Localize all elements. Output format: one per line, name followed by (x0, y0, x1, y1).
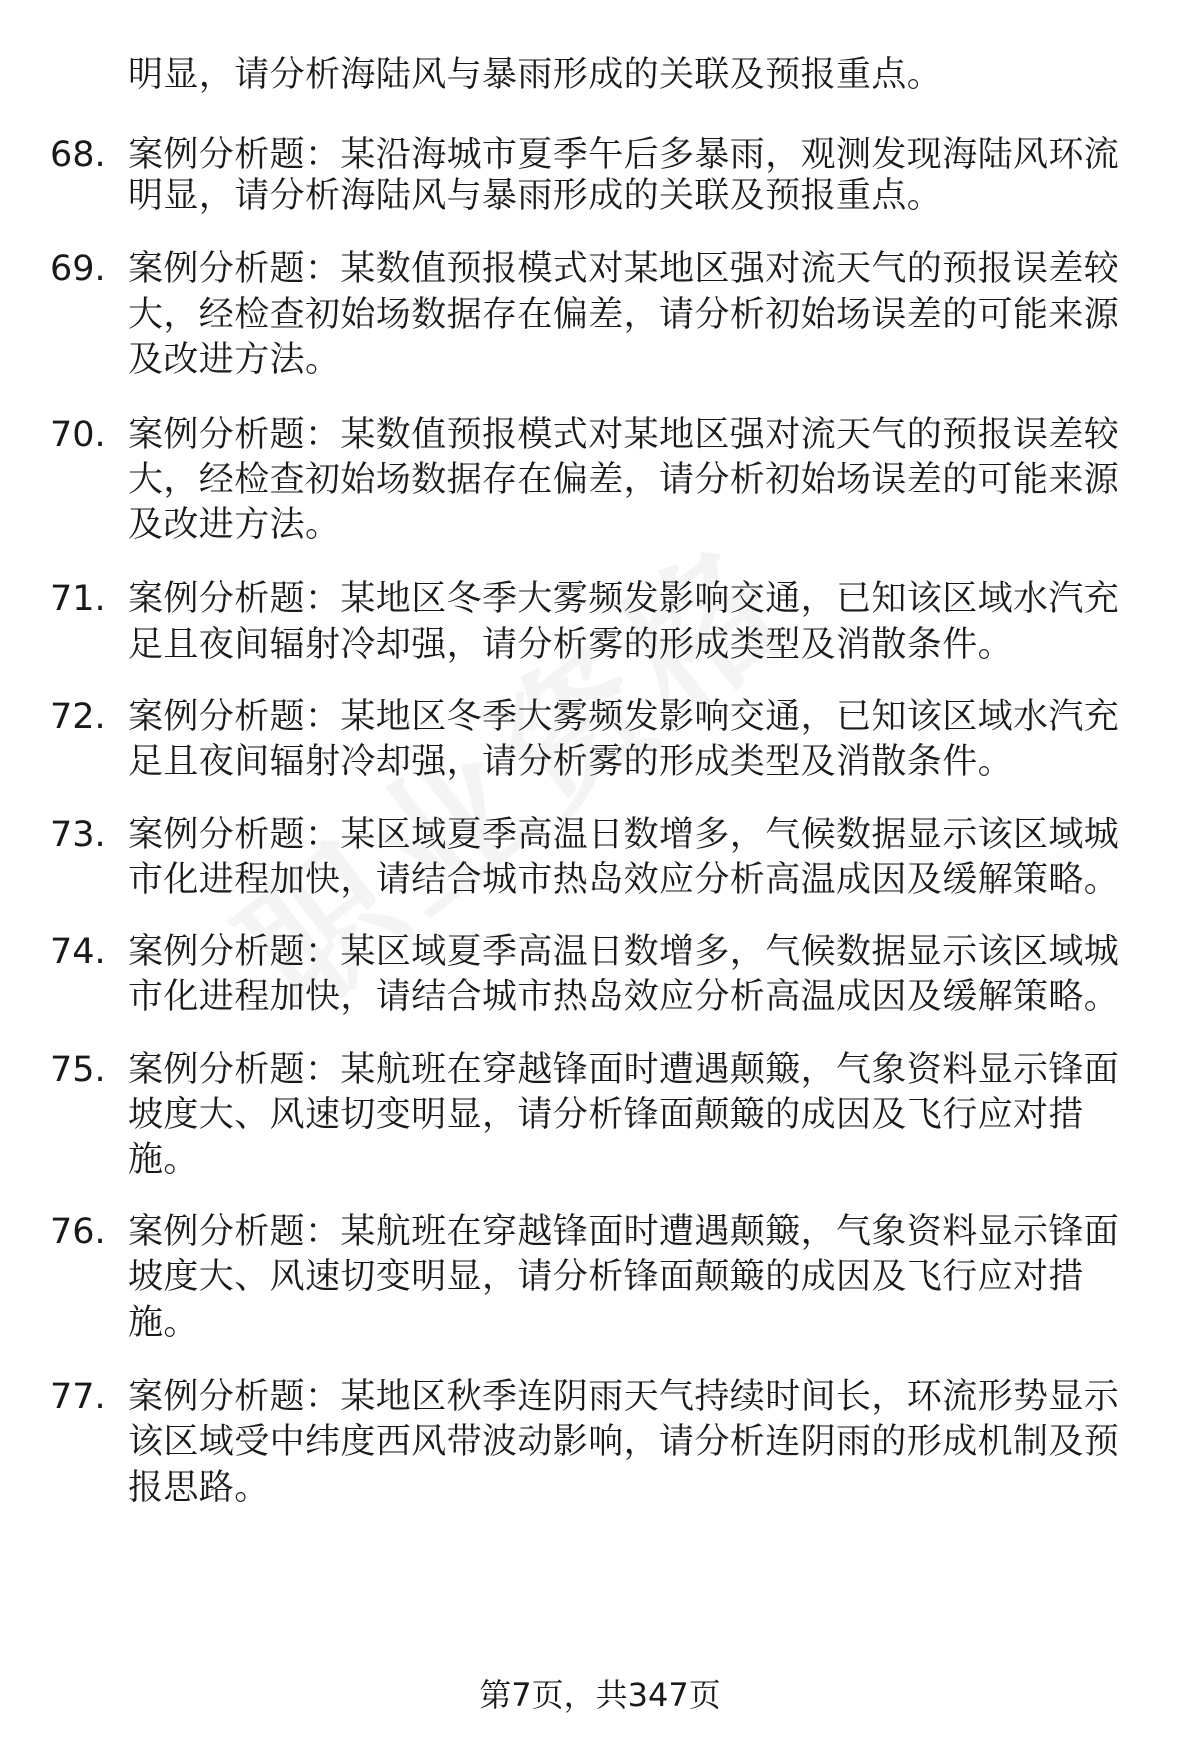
question-line: 案例分析题：某航班在穿越锋面时遭遇颠簸，气象资料显示锋面 (128, 1050, 1120, 1090)
question-number: 69. (50, 249, 106, 289)
question-line: 施。 (128, 1140, 199, 1180)
question-line: 案例分析题：某区域夏季高温日数增多，气候数据显示该区域城 (128, 815, 1120, 855)
question-number: 70. (50, 415, 106, 455)
question-line: 及改进方法。 (128, 505, 341, 545)
question-number: 73. (50, 815, 106, 855)
fragment-line: 明显，请分析海陆风与暴雨形成的关联及预报重点。 (128, 55, 943, 95)
question-line: 案例分析题：某航班在穿越锋面时遭遇颠簸，气象资料显示锋面 (128, 1212, 1120, 1252)
question-line: 及改进方法。 (128, 340, 341, 380)
question-line: 案例分析题：某区域夏季高温日数增多，气候数据显示该区域城 (128, 932, 1120, 972)
question-number: 68. (50, 135, 106, 175)
question-number: 72. (50, 697, 106, 737)
question-line: 案例分析题：某地区秋季连阴雨天气持续时间长，环流形势显示 (128, 1377, 1120, 1417)
question-line: 坡度大、风速切变明显，请分析锋面颠簸的成因及飞行应对措 (128, 1257, 1084, 1297)
question-line: 足且夜间辐射冷却强，请分析雾的形成类型及消散条件。 (128, 625, 1014, 665)
question-line: 报思路。 (128, 1468, 270, 1508)
question-line: 案例分析题：某数值预报模式对某地区强对流天气的预报误差较 (128, 415, 1120, 455)
question-line: 大，经检查初始场数据存在偏差，请分析初始场误差的可能来源 (128, 295, 1120, 335)
question-line: 市化进程加快，请结合城市热岛效应分析高温成因及缓解策略。 (128, 977, 1120, 1017)
question-number: 77. (50, 1377, 106, 1417)
question-number: 74. (50, 932, 106, 972)
question-line: 市化进程加快，请结合城市热岛效应分析高温成因及缓解策略。 (128, 860, 1120, 900)
question-number: 71. (50, 579, 106, 619)
question-line: 该区域受中纬度西风带波动影响，请分析连阴雨的形成机制及预 (128, 1422, 1120, 1462)
question-line: 案例分析题：某沿海城市夏季午后多暴雨，观测发现海陆风环流 (128, 135, 1120, 175)
question-line: 案例分析题：某数值预报模式对某地区强对流天气的预报误差较 (128, 249, 1120, 289)
question-line: 坡度大、风速切变明显，请分析锋面颠簸的成因及飞行应对措 (128, 1095, 1084, 1135)
question-line: 施。 (128, 1303, 199, 1343)
question-line: 明显，请分析海陆风与暴雨形成的关联及预报重点。 (128, 176, 943, 216)
question-number: 75. (50, 1050, 106, 1090)
question-line: 大，经检查初始场数据存在偏差，请分析初始场误差的可能来源 (128, 460, 1120, 500)
question-line: 案例分析题：某地区冬季大雾频发影响交通，已知该区域水汽充 (128, 697, 1120, 737)
question-line: 案例分析题：某地区冬季大雾频发影响交通，已知该区域水汽充 (128, 579, 1120, 619)
question-number: 76. (50, 1212, 106, 1252)
page-number-footer: 第7页，共347页 (479, 1676, 721, 1714)
question-line: 足且夜间辐射冷却强，请分析雾的形成类型及消散条件。 (128, 742, 1014, 782)
